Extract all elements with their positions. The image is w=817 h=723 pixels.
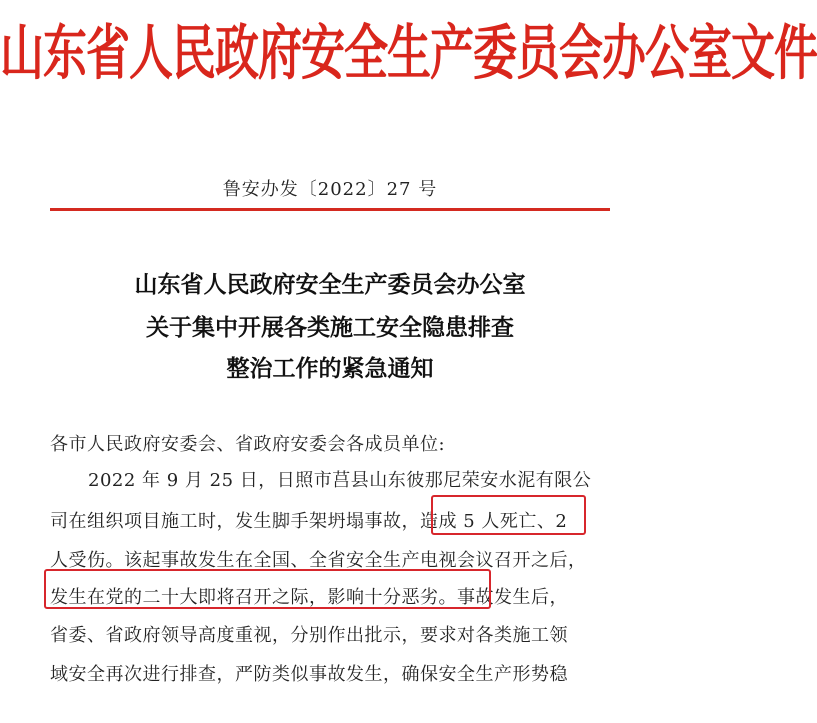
highlight-box-impact	[44, 569, 491, 609]
body-line-6: 域安全再次进行排查，严防类似事故发生，确保安全生产形势稳	[50, 664, 568, 685]
notice-title-line-2: 关于集中开展各类施工安全隐患排查	[146, 315, 514, 341]
body-line-3: 人受伤。该起事故发生在全国、全省安全生产电视会议召开之后，	[50, 550, 587, 571]
body-line-1: 2022 年 9 月 25 日，日照市莒县山东彼那尼荣安水泥有限公	[88, 470, 592, 491]
body-line-4: 发生在党的二十大即将召开之际，影响十分恶劣。事故发生后，	[50, 587, 568, 608]
document-number: 鲁安办发〔2022〕27 号	[222, 179, 438, 200]
highlight-box-casualties	[431, 495, 586, 535]
notice-title-line-3: 整治工作的紧急通知	[226, 356, 434, 382]
body-line-2: 司在组织项目施工时，发生脚手架坍塌事故，造成 5 人死亡、2	[50, 511, 568, 532]
red-divider-line	[50, 208, 610, 211]
body-line-5: 省委、省政府领导高度重视，分别作出批示，要求对各类施工领	[50, 625, 568, 646]
notice-title-line-1: 山东省人民政府安全生产委员会办公室	[134, 272, 526, 298]
salutation: 各市人民政府安委会、省政府安委会各成员单位:	[50, 434, 446, 455]
masthead-title: 山东省人民政府安全生产委员会办公室文件	[0, 19, 817, 89]
